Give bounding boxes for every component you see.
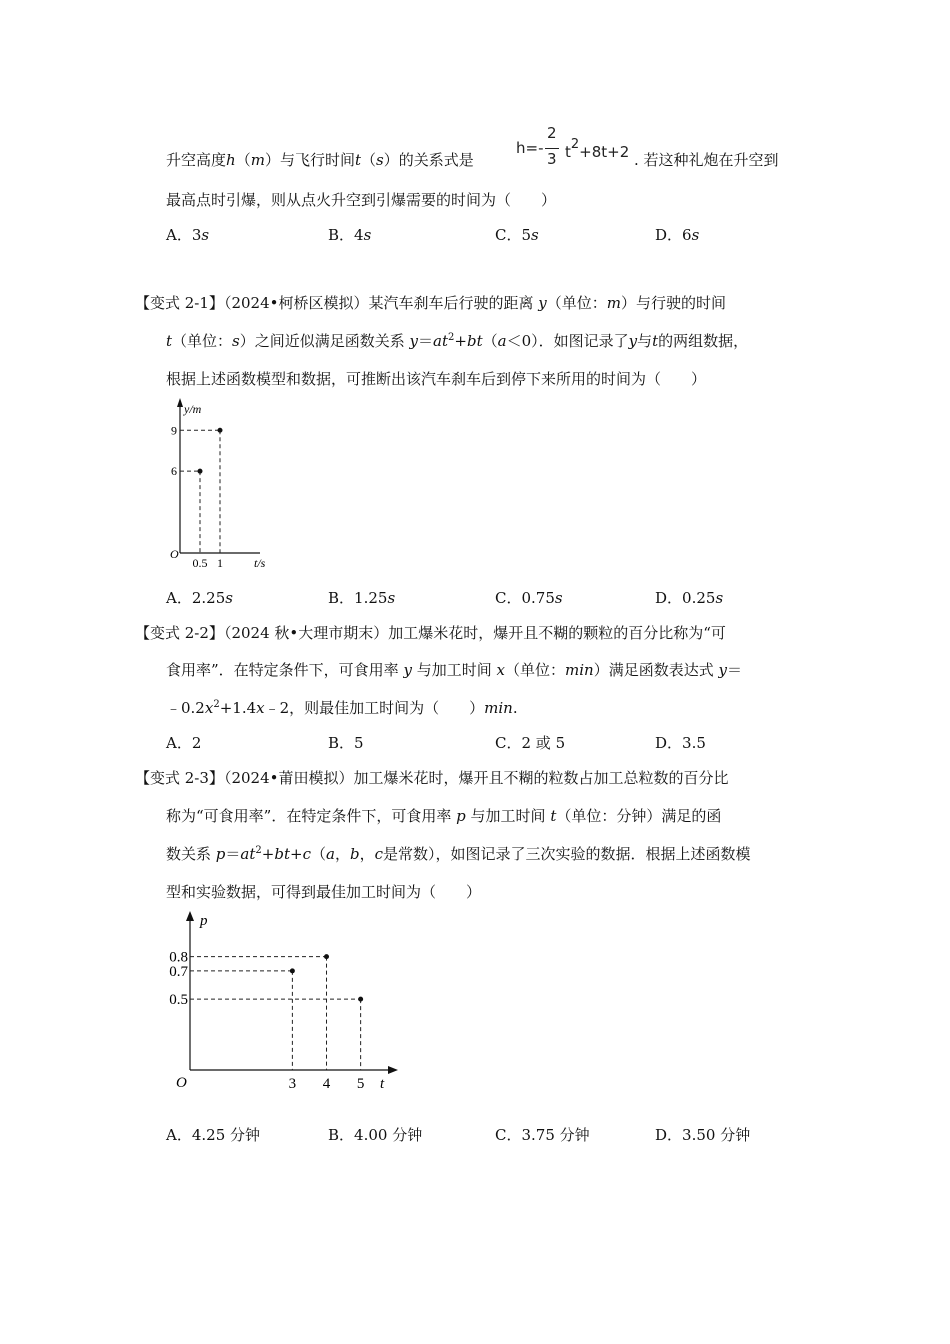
plus-sign: + xyxy=(454,332,467,350)
exponent: 2 xyxy=(255,845,262,856)
var-t: t xyxy=(354,151,361,169)
q23-text: （ xyxy=(310,845,326,863)
option-label: B． xyxy=(328,589,355,607)
q21-text: （单位： xyxy=(546,294,607,312)
option-unit: s xyxy=(363,226,372,244)
x-tick-label: 0.5 xyxy=(192,556,208,570)
x-tick-label: 3 xyxy=(288,1076,297,1092)
q0-option-d[interactable] xyxy=(655,225,699,245)
y-tick-label: 0.8 xyxy=(169,949,188,966)
x-axis-label: t/s xyxy=(254,556,266,570)
option-value: 3.5 xyxy=(682,734,706,752)
x-tick-label: 1 xyxy=(217,556,223,570)
q21-option-c[interactable] xyxy=(495,588,563,608)
q21-line1 xyxy=(135,293,726,313)
q0-text: ）的关系式是 xyxy=(383,151,474,169)
var-b: b xyxy=(349,845,360,863)
q22-text: ﹣0.2 xyxy=(166,699,205,717)
formula-denominator: 3 xyxy=(547,150,557,168)
var-t: t xyxy=(652,332,659,350)
y-axis-label: y/m xyxy=(184,402,202,416)
q22-line3 xyxy=(166,698,518,718)
option-label: D． xyxy=(655,589,683,607)
q22-text: ﹣2，则最佳加工时间为（ ） xyxy=(264,699,485,717)
q22-option-c[interactable] xyxy=(495,733,565,753)
formula-numerator: 2 xyxy=(547,124,557,142)
q23-text: 加工爆米花时，爆开且不糊的粒数占加工总粒数的百分比 xyxy=(353,769,729,787)
formula-tail xyxy=(565,137,629,161)
q21-text: 的两组数据， xyxy=(658,332,749,350)
y-axis-arrow xyxy=(177,398,183,407)
formula-image xyxy=(516,139,544,157)
option-unit: s xyxy=(554,589,563,607)
option-unit: s xyxy=(201,226,210,244)
q23-option-a[interactable] xyxy=(166,1125,260,1145)
q0-text: （ xyxy=(360,151,376,169)
q22-text: +1.4 xyxy=(219,699,257,717)
x-axis-label: t xyxy=(380,1076,385,1092)
option-value: 4.00 分钟 xyxy=(354,1126,423,1144)
var-y: y xyxy=(718,661,727,679)
var-y: y xyxy=(403,661,412,679)
option-label: C． xyxy=(495,1126,522,1144)
var-a: a xyxy=(497,332,507,350)
q22-option-a[interactable] xyxy=(166,733,201,753)
data-point xyxy=(290,968,295,973)
var-c: c xyxy=(374,845,383,863)
y-tick-label: 0.7 xyxy=(169,963,188,980)
var-s: s xyxy=(376,151,384,169)
q22-text: ）满足函数表达式 xyxy=(593,661,714,679)
exponent: 2 xyxy=(213,699,220,710)
option-label: C． xyxy=(495,226,522,244)
q23-line4: 型和实验数据，可得到最佳加工时间为（ ） xyxy=(166,883,482,901)
q23-text: 是常数），如图记录了三次实验的数据．根据上述函数模 xyxy=(383,845,751,863)
q21-tag: 【变式 2-1】 xyxy=(135,294,224,312)
var-at: at xyxy=(433,332,449,350)
q23-line2 xyxy=(166,806,721,826)
option-unit: s xyxy=(225,589,233,607)
q21-option-a[interactable] xyxy=(166,588,233,608)
option-unit: s xyxy=(715,589,724,607)
eq-sign: ＝ xyxy=(726,661,742,679)
q23-text: （单位：分钟）满足的函 xyxy=(556,807,722,825)
q23-source: （2024•莆田模拟） xyxy=(223,769,354,787)
origin-label: O xyxy=(176,1075,187,1091)
formula-exp: 2 xyxy=(570,137,580,152)
option-value: 3.50 分钟 xyxy=(682,1126,751,1144)
q22-text: 食用率”．在特定条件下，可食用率 xyxy=(166,661,399,679)
q21-line2 xyxy=(166,331,748,351)
option-value: 6 xyxy=(682,226,692,244)
eq-sign: ＝ xyxy=(418,332,434,350)
x-tick-label: 4 xyxy=(322,1076,331,1092)
chart-p-vs-t xyxy=(160,905,410,1095)
q22-text: 与加工时间 xyxy=(416,661,492,679)
var-x: x xyxy=(256,699,265,717)
option-value: 5 xyxy=(521,226,532,244)
unit-min: min xyxy=(484,699,513,717)
option-label: B． xyxy=(328,226,355,244)
q21-line3: 根据上述函数模型和数据，可推断出该汽车刹车后到停下来所用的时间为（ ） xyxy=(166,370,707,388)
option-label: C． xyxy=(495,734,522,752)
q0-line2: 最高点时引爆，则从点火升空到引爆需要的时间为（ ） xyxy=(166,191,557,209)
q21-option-b[interactable] xyxy=(328,588,395,608)
q0-line1 xyxy=(166,150,474,170)
option-value: 2 xyxy=(191,734,202,752)
q23-line1 xyxy=(135,768,728,788)
q21-text: 某汽车刹车后行驶的距离 xyxy=(368,294,534,312)
q0-option-b[interactable] xyxy=(328,225,371,245)
exponent: 2 xyxy=(448,332,455,343)
var-y: y xyxy=(538,294,547,312)
y-axis-arrow xyxy=(186,911,194,921)
var-t: t xyxy=(166,332,173,350)
q22-source: （2024 秋•大理市期末） xyxy=(223,624,389,642)
plus-sign: + xyxy=(290,845,303,863)
y-tick-label: 9 xyxy=(171,423,177,438)
option-value: 2.25 xyxy=(191,589,226,607)
formula-fraction-bar xyxy=(545,148,559,149)
q23-line3 xyxy=(166,844,751,864)
data-point xyxy=(358,997,363,1002)
q23-text: 与加工时间 xyxy=(470,807,546,825)
option-value: 0.75 xyxy=(521,589,555,607)
option-label: D． xyxy=(655,734,683,752)
q0-text: （ xyxy=(235,151,251,169)
q21-option-d[interactable] xyxy=(655,588,723,608)
var-x: x xyxy=(204,699,214,717)
option-value: 4.25 分钟 xyxy=(191,1126,261,1144)
unit-min: min xyxy=(565,661,594,679)
y-tick-label: 0.5 xyxy=(169,992,188,1009)
option-label: A． xyxy=(166,1126,192,1144)
q22-option-b[interactable] xyxy=(328,733,364,753)
q23-option-c[interactable] xyxy=(495,1125,590,1145)
option-value: 0.25 xyxy=(682,589,716,607)
option-label: C． xyxy=(495,589,522,607)
var-at: at xyxy=(240,845,256,863)
q0-text: 升空高度 xyxy=(166,151,227,169)
var-s: s xyxy=(232,332,240,350)
data-point xyxy=(218,428,223,433)
option-label: A． xyxy=(166,226,192,244)
var-c: c xyxy=(302,845,311,863)
var-m: m xyxy=(606,294,621,312)
q21-text: ）与行驶的时间 xyxy=(621,294,727,312)
q0-option-c[interactable] xyxy=(495,225,539,245)
formula-h: h=- xyxy=(516,139,544,157)
q23-option-d[interactable] xyxy=(655,1125,750,1145)
option-label: A． xyxy=(166,589,192,607)
q21-source: （2024•柯桥区模拟） xyxy=(223,294,369,312)
option-value: 4 xyxy=(354,226,364,244)
q22-text: . xyxy=(512,699,518,717)
eq-sign: ＝ xyxy=(225,845,241,863)
formula-rest: +8t+2 xyxy=(579,143,630,161)
q22-line1 xyxy=(135,623,726,643)
option-value: 5 xyxy=(354,734,364,752)
q21-text: （单位： xyxy=(172,332,233,350)
q0-option-a[interactable] xyxy=(166,225,209,245)
q22-text: （单位： xyxy=(504,661,565,679)
q23-text: ， xyxy=(334,845,350,863)
chart-y-vs-t xyxy=(160,395,290,575)
var-bt: bt xyxy=(274,845,290,863)
q0-line1-tail: . 若这种礼炮在升空到 xyxy=(634,151,779,169)
data-point xyxy=(324,954,329,959)
q21-text: ）之间近似满足函数关系 xyxy=(239,332,405,350)
var-y: y xyxy=(628,332,638,350)
y-axis-label: p xyxy=(200,913,208,929)
option-label: B． xyxy=(328,1126,355,1144)
option-value: 3.75 分钟 xyxy=(521,1126,590,1144)
var-h: h xyxy=(226,151,236,169)
q0-text: ）与飞行时间 xyxy=(264,151,355,169)
option-unit: s xyxy=(531,226,539,244)
formula-t: t xyxy=(565,143,571,161)
q23-text: ， xyxy=(359,845,375,863)
var-t: t xyxy=(550,807,557,825)
option-label: B． xyxy=(328,734,355,752)
q23-text: 数关系 xyxy=(166,845,212,863)
option-label: A． xyxy=(166,734,192,752)
option-label: D． xyxy=(655,226,683,244)
q22-tag: 【变式 2-2】 xyxy=(135,624,224,642)
var-a: a xyxy=(326,845,335,863)
option-label: D． xyxy=(655,1126,683,1144)
x-tick-label: 5 xyxy=(356,1076,365,1092)
q22-line2 xyxy=(166,660,742,680)
option-unit: s xyxy=(387,589,396,607)
origin-label: O xyxy=(170,547,179,561)
q21-text: （ xyxy=(482,332,498,350)
var-p: p xyxy=(456,807,466,825)
var-p: p xyxy=(215,845,226,863)
plus-sign: + xyxy=(261,845,275,863)
y-tick-label: 6 xyxy=(171,464,177,479)
option-value: 2 或 5 xyxy=(521,734,566,752)
q22-option-d[interactable] xyxy=(655,733,706,753)
x-axis-arrow xyxy=(388,1066,398,1074)
option-value: 3 xyxy=(191,226,202,244)
var-x: x xyxy=(496,661,505,679)
option-value: 1.25 xyxy=(354,589,388,607)
var-y: y xyxy=(409,332,419,350)
q23-option-b[interactable] xyxy=(328,1125,422,1145)
q23-tag: 【变式 2-3】 xyxy=(135,769,224,787)
q23-text: 称为“可食用率”．在特定条件下，可食用率 xyxy=(166,807,452,825)
var-bt: bt xyxy=(466,332,483,350)
data-point xyxy=(198,469,203,474)
option-unit: s xyxy=(691,226,700,244)
q22-text: 加工爆米花时，爆开且不糊的颗粒的百分比称为“可 xyxy=(388,624,726,642)
q21-text: ＜0）．如图记录了 xyxy=(506,332,629,350)
var-m: m xyxy=(250,151,265,169)
q21-text: 与 xyxy=(637,332,653,350)
